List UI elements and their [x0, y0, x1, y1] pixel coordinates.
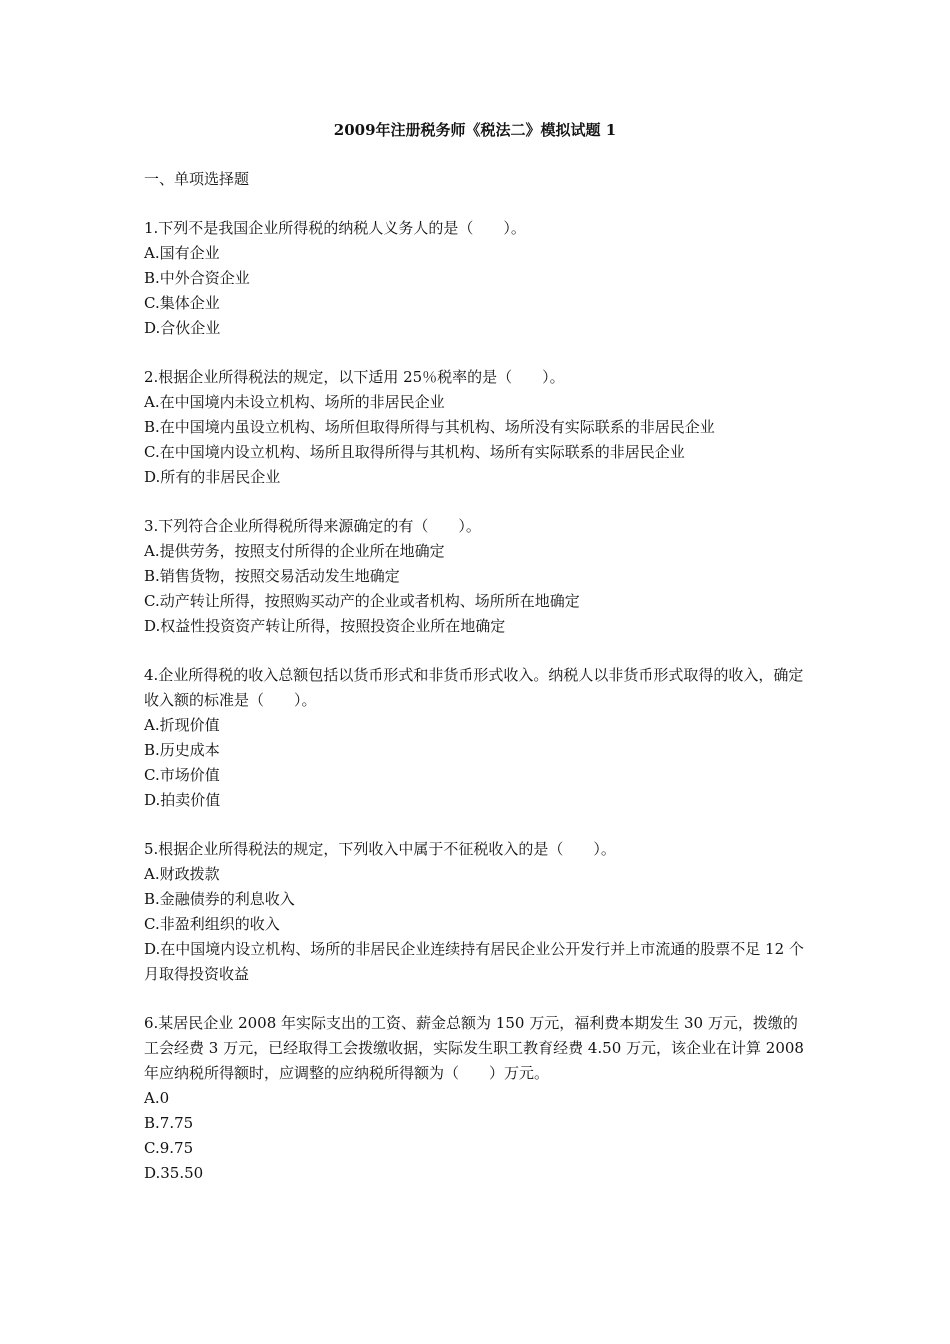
option-c: C.9.75: [144, 1139, 194, 1157]
question-stem: 6.某居民企业 2008 年实际支出的工资、薪金总额为 150 万元，福利费本期发生 30 万元，拨缴的工会经费 3 万元，已经取得工会拨缴收据，实际发生职工教育经费 4.50 万元，该企业在计算 2008 年应纳税所得额时，应调整的应纳税所得额为（ ）万元。: [144, 1014, 804, 1082]
option-a: A.折现价值: [144, 716, 220, 734]
option-c: C.集体企业: [144, 294, 220, 312]
option-c: C.动产转让所得，按照购买动产的企业或者机构、场所所在地确定: [144, 592, 580, 610]
question-3: [144, 514, 812, 639]
option-a: A.在中国境内未设立机构、场所的非居民企业: [144, 393, 445, 411]
question-stem: 4.企业所得税的收入总额包括以货币形式和非货币形式收入。纳税人以非货币形式取得的收入，确定收入额的标准是（ ）。: [144, 666, 804, 709]
question-4: [144, 663, 812, 813]
section-heading: 一、单项选择题: [144, 170, 250, 188]
option-a: A.国有企业: [144, 244, 220, 262]
option-d: D.权益性投资资产转让所得，按照投资企业所在地确定: [144, 617, 506, 635]
question-stem: 1.下列不是我国企业所得税的纳税人义务人的是（ ）。: [144, 219, 526, 237]
question-1: [144, 216, 812, 341]
option-d: D.35.50: [144, 1164, 204, 1182]
option-c: C.非盈利组织的收入: [144, 915, 280, 933]
option-d: D.合伙企业: [144, 319, 221, 337]
question-stem: 2.根据企业所得税法的规定，以下适用 25％税率的是（ ）。: [144, 368, 565, 386]
option-b: B.中外合资企业: [144, 269, 250, 287]
option-c: C.市场价值: [144, 766, 220, 784]
question-6: [144, 1011, 812, 1186]
option-d: D.拍卖价值: [144, 791, 221, 809]
option-c: C.在中国境内设立机构、场所且取得所得与其机构、场所有实际联系的非居民企业: [144, 443, 685, 461]
option-a: A.财政拨款: [144, 865, 220, 883]
option-d: D.在中国境内设立机构、场所的非居民企业连续持有居民企业公开发行并上市流通的股票不足 12 个月取得投资收益: [144, 940, 804, 983]
question-stem: 3.下列符合企业所得税所得来源确定的有（ ）。: [144, 517, 481, 535]
option-b: B.销售货物，按照交易活动发生地确定: [144, 567, 400, 585]
question-5: [144, 837, 812, 987]
question-stem: 5.根据企业所得税法的规定，下列收入中属于不征税收入的是（ ）。: [144, 840, 616, 858]
option-a: A.0: [144, 1089, 170, 1107]
option-b: B.7.75: [144, 1114, 194, 1132]
document-title: 2009年注册税务师《税法二》模拟试题 1: [333, 121, 617, 139]
question-2: [144, 365, 812, 490]
option-d: D.所有的非居民企业: [144, 468, 281, 486]
option-b: B.金融债券的利息收入: [144, 890, 295, 908]
option-b: B.历史成本: [144, 741, 220, 759]
option-a: A.提供劳务，按照支付所得的企业所在地确定: [144, 542, 445, 560]
option-b: B.在中国境内虽设立机构、场所但取得所得与其机构、场所没有实际联系的非居民企业: [144, 418, 715, 436]
